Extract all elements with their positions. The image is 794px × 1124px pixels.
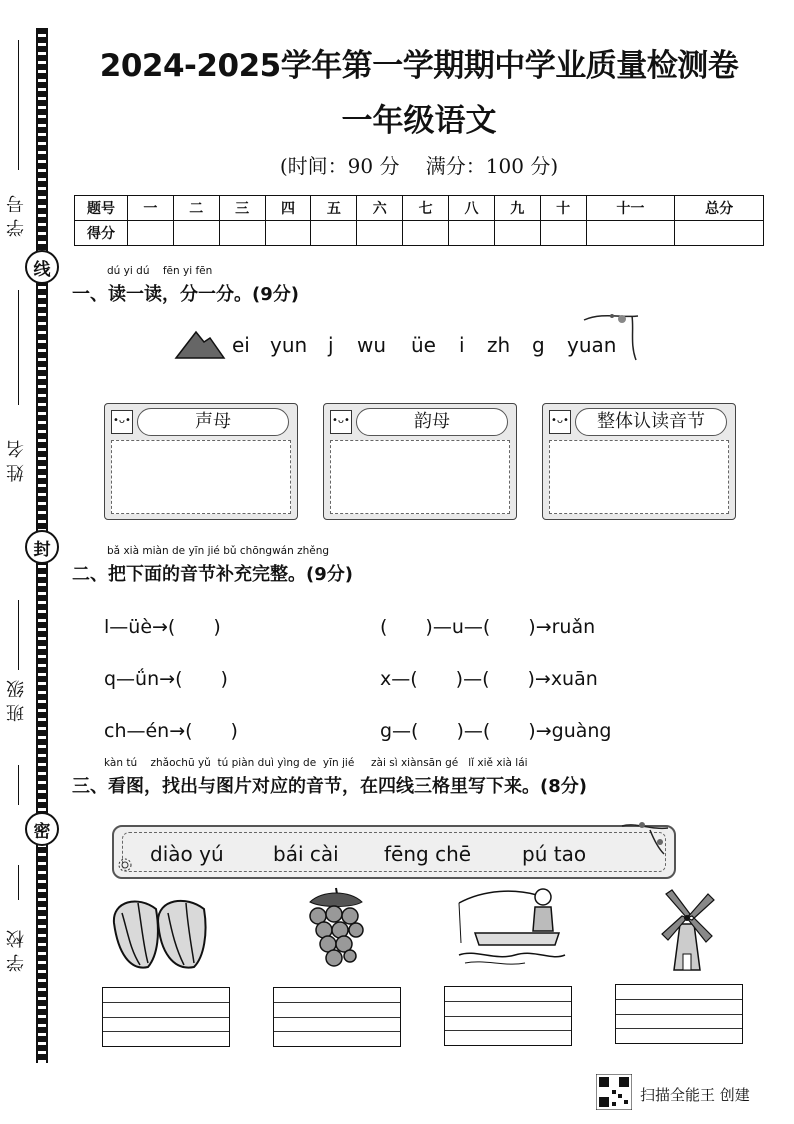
letter-item: wu	[357, 333, 387, 357]
branch-icon	[620, 818, 670, 858]
pinyin-annotation: bǎ xià miàn de yīn jié bǔ chōngwán zhěng	[107, 545, 330, 557]
branch-icon	[582, 310, 642, 364]
score-header-cell: 四	[265, 196, 311, 221]
score-cell[interactable]	[540, 221, 586, 246]
letter-item: üe	[411, 333, 436, 357]
cabbage-icon	[108, 893, 212, 971]
score-header-cell: 总分	[675, 196, 764, 221]
face-icon: •ᴗ•	[330, 410, 352, 434]
face-icon: •ᴗ•	[549, 410, 571, 434]
binding-circle-secret: 密	[25, 812, 59, 846]
score-cell[interactable]	[403, 221, 449, 246]
score-cell[interactable]	[357, 221, 403, 246]
fill-row[interactable]: l—üè→( )	[104, 616, 221, 638]
question-3-title: 三、看图，找出与图片对应的音节，在四线三格里写下来。(8分)	[72, 776, 587, 797]
face-icon: •ᴗ•	[111, 410, 133, 434]
fill-row[interactable]: ( )—u—( )→ruǎn	[380, 616, 596, 638]
score-header-cell: 十一	[586, 196, 675, 221]
letter-item: yuan	[567, 333, 617, 357]
word-item: fēng chē	[384, 842, 472, 866]
score-header-cell: 三	[219, 196, 265, 221]
qr-code-icon	[596, 1074, 632, 1110]
letter-item: i	[459, 333, 465, 357]
score-cell[interactable]	[449, 221, 495, 246]
letter-item: yun	[270, 333, 308, 357]
flower-icon	[118, 858, 132, 872]
binding-line	[18, 290, 19, 405]
time-info: (时间：90 分 满分：100 分)	[279, 154, 559, 178]
binding-line	[18, 600, 19, 670]
score-header-cell: 十	[540, 196, 586, 221]
fill-row[interactable]: q—ǘn→( )	[104, 668, 228, 690]
box-label: 声母	[137, 408, 289, 436]
score-cell[interactable]	[675, 221, 764, 246]
fill-row[interactable]: g—( )—( )→guàng	[380, 720, 612, 742]
score-header-cell: 一	[128, 196, 174, 221]
writing-grid[interactable]	[273, 987, 401, 1047]
question-2-title: 二、把下面的音节补充完整。(9分)	[72, 564, 353, 585]
score-header-cell: 五	[311, 196, 357, 221]
binding-label-name: 姓 名	[6, 440, 27, 482]
score-header-cell: 七	[403, 196, 449, 221]
question-1-title: 一、读一读，分一分。(9分)	[72, 284, 299, 305]
score-header-cell: 九	[494, 196, 540, 221]
score-cell[interactable]	[586, 221, 675, 246]
answer-area[interactable]	[111, 440, 291, 514]
initials-box[interactable]	[104, 403, 298, 520]
score-row-label: 得分	[75, 221, 128, 246]
mountain-icon	[174, 328, 226, 360]
letter-item: j	[328, 333, 334, 357]
score-table-score-row	[75, 221, 764, 246]
binding-line	[18, 865, 19, 900]
footer-watermark: 扫描全能王 创建	[640, 1086, 750, 1104]
writing-grid[interactable]	[102, 987, 230, 1047]
answer-area[interactable]	[330, 440, 510, 514]
score-cell[interactable]	[128, 221, 174, 246]
finals-box[interactable]	[323, 403, 517, 520]
fill-row[interactable]: x—( )—( )→xuān	[380, 668, 598, 690]
score-header-cell: 题号	[75, 196, 128, 221]
box-label: 整体认读音节	[575, 408, 727, 436]
fishing-boy-icon	[455, 883, 567, 969]
writing-grid[interactable]	[444, 986, 572, 1046]
grape-icon	[300, 886, 372, 974]
binding-line	[18, 40, 19, 170]
binding-circle-seal: 封	[25, 530, 59, 564]
word-item: pú tao	[522, 842, 587, 866]
binding-label-student-id: 学 号	[6, 195, 27, 237]
pinyin-annotation: dú yi dú fēn yi fēn	[107, 265, 213, 277]
score-header-cell: 二	[173, 196, 219, 221]
letter-item: g	[532, 333, 545, 357]
letter-item: ei	[232, 333, 250, 357]
pinyin-annotation: kàn tú zhǎochū yǔ tú piàn duì yìng de yīn jié zài sì xiànsān gé lǐ xiě xià lái	[104, 757, 528, 769]
score-cell[interactable]	[173, 221, 219, 246]
score-cell[interactable]	[219, 221, 265, 246]
exam-subtitle: 一年级语文	[341, 103, 497, 139]
writing-grid[interactable]	[615, 984, 743, 1044]
answer-area[interactable]	[549, 440, 729, 514]
word-item: diào yú	[150, 842, 224, 866]
score-table-header-row	[75, 196, 764, 221]
binding-line	[18, 765, 19, 805]
score-header-cell: 八	[449, 196, 495, 221]
score-cell[interactable]	[311, 221, 357, 246]
score-cell[interactable]	[265, 221, 311, 246]
binding-circle-line: 线	[25, 250, 59, 284]
letter-item: zh	[487, 333, 511, 357]
box-label: 韵母	[356, 408, 508, 436]
binding-label-class: 班 级	[6, 680, 27, 722]
binding-label-school: 学 校	[6, 930, 27, 972]
exam-title: 2024-2025学年第一学期期中学业质量检测卷	[99, 48, 739, 84]
windmill-icon	[658, 884, 716, 972]
fill-row[interactable]: ch—én→( )	[104, 720, 238, 742]
score-table	[74, 195, 764, 246]
score-cell[interactable]	[494, 221, 540, 246]
score-header-cell: 六	[357, 196, 403, 221]
word-item: bái cài	[273, 842, 339, 866]
whole-syllable-box[interactable]	[542, 403, 736, 520]
